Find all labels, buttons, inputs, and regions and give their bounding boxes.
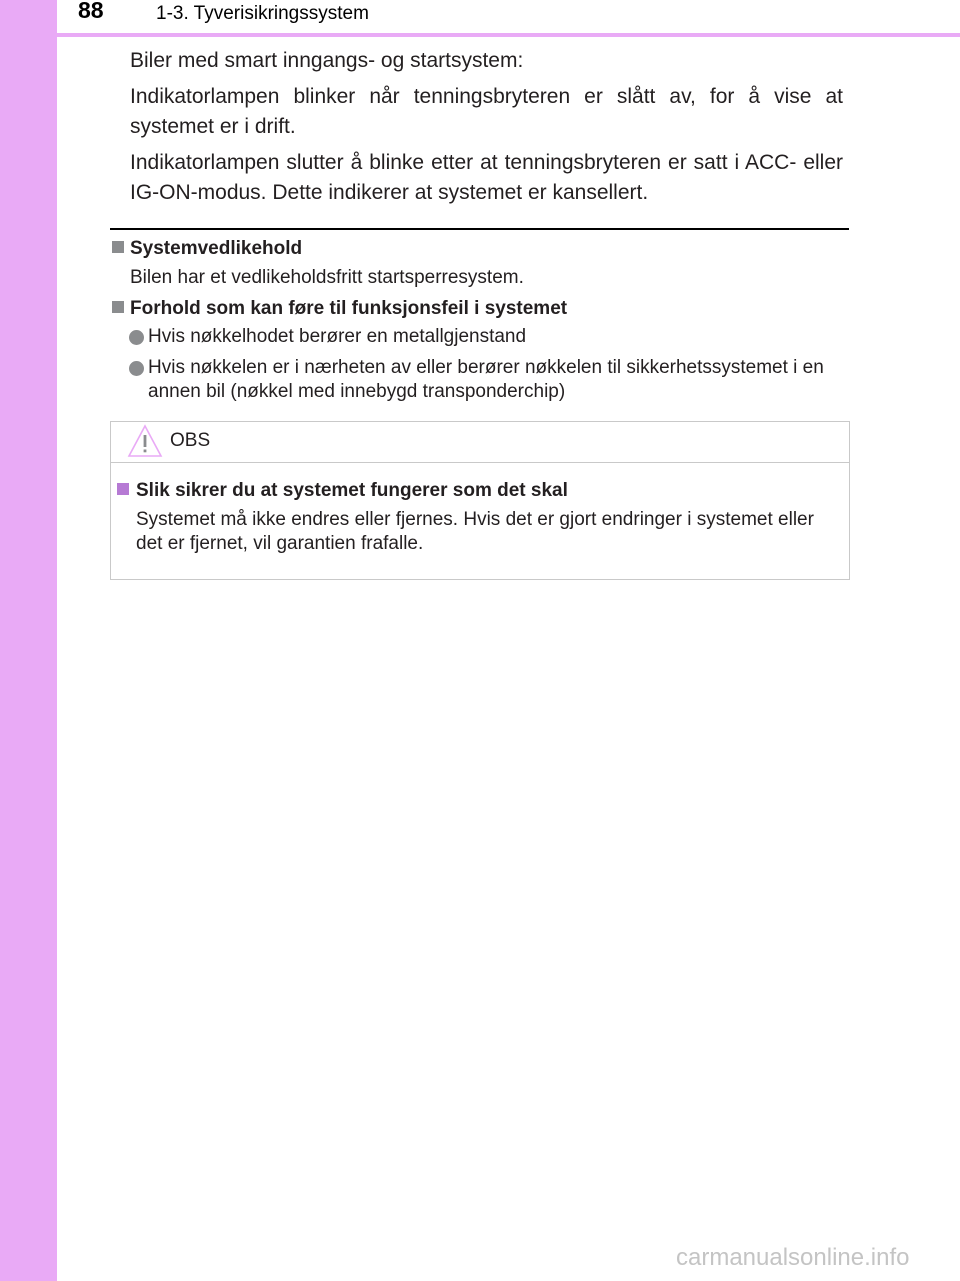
page-number: 88 — [78, 0, 104, 23]
warning-triangle-icon — [127, 424, 163, 458]
watermark: carmanualsonline.info — [676, 1244, 910, 1271]
malfunction-heading-text: Forhold som kan føre til funksjonsfeil i systemet — [130, 298, 568, 319]
notice-box — [110, 421, 850, 580]
section-title: 1-3. Tyverisikringssystem — [156, 3, 369, 24]
intro-paragraph-2: Indikatorlampen slutter å blinke etter at tenningsbryteren er satt i ACC- eller IG-ON-modus. Dette indikerer at systemet er kansellert. — [130, 151, 843, 204]
maintenance-heading — [112, 237, 302, 261]
square-bullet-icon — [117, 483, 129, 495]
malfunction-heading — [112, 297, 567, 321]
square-bullet-icon — [112, 301, 124, 313]
list-item — [129, 325, 854, 349]
list-item-text: Hvis nøkkelen er i nærheten av eller berører nøkkelen til sikkerhetssystemet i en annen bil (nøkkel med innebygd transponderchip) — [148, 357, 824, 402]
notice-heading-text: Slik sikrer du at systemet fungerer som det skal — [136, 480, 568, 501]
list-item-text: Hvis nøkkelhodet berører en metallgjenstand — [148, 326, 527, 347]
circle-bullet-icon — [129, 330, 144, 345]
list-item — [129, 356, 854, 404]
header-rule — [0, 33, 960, 37]
side-tab-bar — [0, 0, 57, 1281]
intro-paragraph-1: Indikatorlampen blinker når tenningsbryteren er slått av, for å vise at systemet er i drift. — [130, 85, 843, 138]
notice-header — [111, 422, 849, 463]
notice-heading — [117, 479, 568, 503]
notice-label: OBS — [170, 430, 211, 451]
maintenance-heading-text: Systemvedlikehold — [130, 238, 303, 259]
intro-heading: Biler med smart inngangs- og startsystem: — [130, 49, 524, 72]
maintenance-text: Bilen har et vedlikeholdsfritt startsperresystem. — [130, 267, 524, 288]
circle-bullet-icon — [129, 361, 144, 376]
section-divider — [110, 228, 849, 230]
square-bullet-icon — [112, 241, 124, 253]
notice-text: Systemet må ikke endres eller fjernes. Hvis det er gjort endringer i systemet eller det er fjernet, vil garantien frafalle. — [136, 509, 814, 554]
